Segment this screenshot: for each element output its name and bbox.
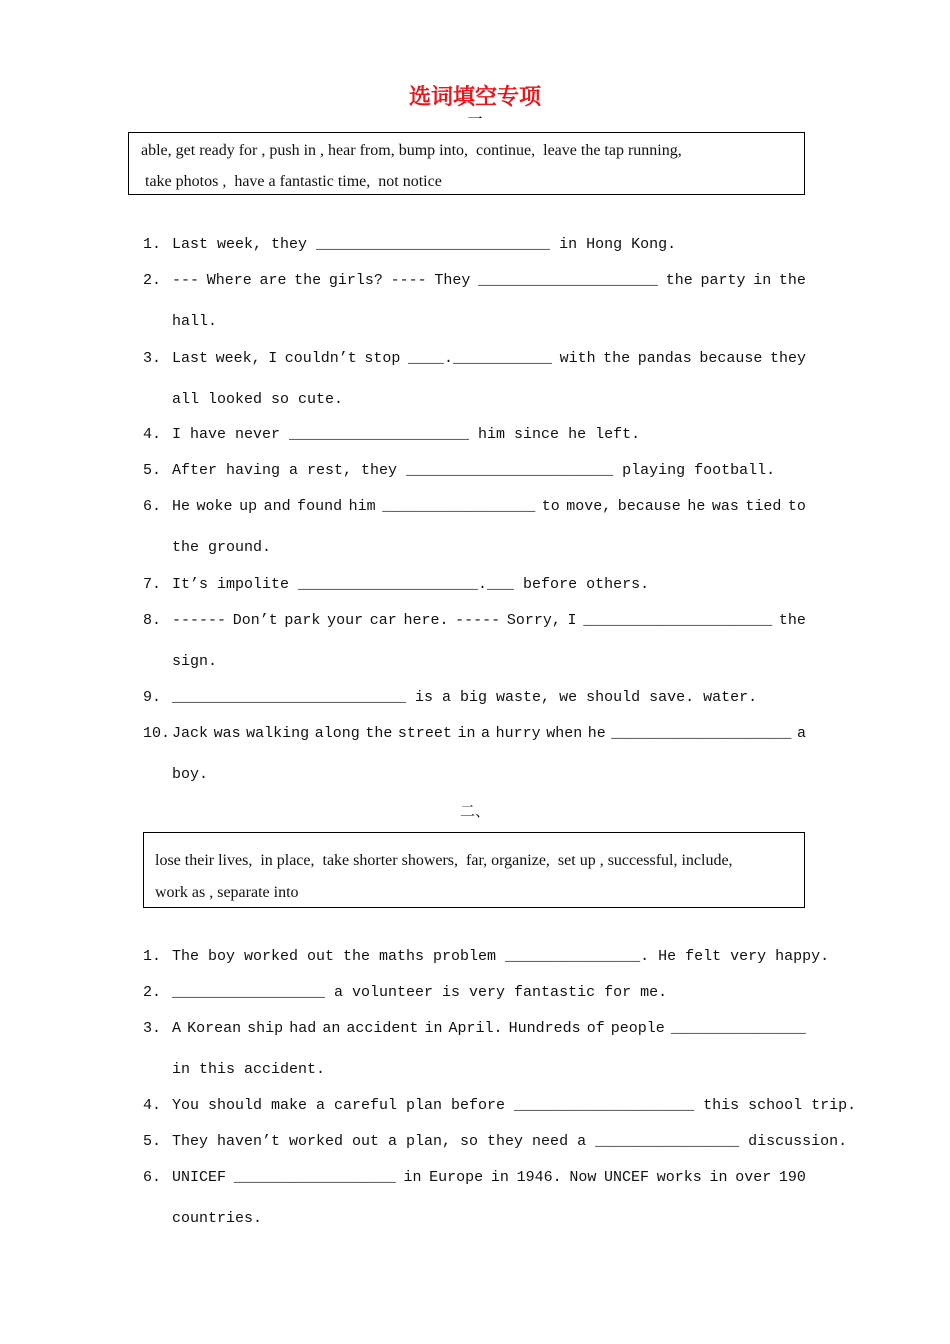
question-text: Jack was walking along the street in a hurry when he ____________________ a bbox=[172, 725, 806, 742]
question-text: _________________ a volunteer is very fantastic for me. bbox=[172, 984, 668, 1001]
question-text: I have never ____________________ him since he left. bbox=[172, 426, 641, 443]
section-2-label: 二、 bbox=[459, 802, 490, 820]
question-number: 2. bbox=[143, 272, 162, 289]
question-text: in this accident. bbox=[172, 1061, 326, 1078]
question-text: --- Where are the girls? ---- They ____________________ the party in the bbox=[172, 272, 806, 289]
question-number: 7. bbox=[143, 576, 162, 593]
question-text: The boy worked out the maths problem _______________. He felt very happy. bbox=[172, 948, 830, 965]
question-text: sign. bbox=[172, 653, 218, 670]
question-number: 4. bbox=[143, 1097, 162, 1114]
question-text: the ground. bbox=[172, 539, 272, 556]
question-number: 6. bbox=[143, 498, 162, 515]
word-bank-2 bbox=[143, 832, 805, 908]
question-number: 9. bbox=[143, 689, 162, 706]
question-number: 8. bbox=[143, 612, 162, 629]
question-text: You should make a careful plan before ____________________ this school trip. bbox=[172, 1097, 857, 1114]
question-number: 5. bbox=[143, 462, 162, 479]
word-bank-2-line-1: lose their lives, in place, take shorter showers, far, organize, set up , successful, include, bbox=[155, 852, 733, 869]
question-text: ------ Don’t park your car here. ----- Sorry, I _____________________ the bbox=[172, 612, 806, 629]
word-bank-1-line-2: take photos , have a fantastic time, not notice bbox=[141, 173, 442, 190]
question-number: 4. bbox=[143, 426, 162, 443]
question-text: boy. bbox=[172, 766, 209, 783]
question-text: Last week, they __________________________ in Hong Kong. bbox=[172, 236, 677, 253]
question-number: 1. bbox=[143, 236, 162, 253]
question-number: 10. bbox=[143, 725, 171, 742]
question-number: 3. bbox=[143, 350, 162, 367]
question-number: 6. bbox=[143, 1169, 162, 1186]
question-number: 3. bbox=[143, 1020, 162, 1037]
question-text: It’s impolite ____________________.___ before others. bbox=[172, 576, 650, 593]
word-bank-2-line-2: work as , separate into bbox=[155, 884, 299, 901]
question-text: countries. bbox=[172, 1210, 263, 1227]
question-text: They haven’t worked out a plan, so they need a ________________ discussion. bbox=[172, 1133, 848, 1150]
question-text: After having a rest, they _______________________ playing football. bbox=[172, 462, 776, 479]
question-number: 1. bbox=[143, 948, 162, 965]
question-text: hall. bbox=[172, 313, 218, 330]
question-text: UNICEF __________________ in Europe in 1946. Now UNCEF works in over 190 bbox=[172, 1169, 806, 1186]
question-number: 5. bbox=[143, 1133, 162, 1150]
question-text: __________________________ is a big waste, we should save. water. bbox=[172, 689, 758, 706]
section-1-label: 一 bbox=[467, 110, 483, 128]
question-text: A Korean ship had an accident in April. Hundreds of people _______________ bbox=[172, 1020, 806, 1037]
word-bank-1-line-1: able, get ready for , push in , hear from, bump into, continue, leave the tap running, bbox=[141, 142, 682, 159]
question-text: Last week, I couldn’t stop ____.___________ with the pandas because they bbox=[172, 350, 806, 367]
question-text: all looked so cute. bbox=[172, 391, 344, 408]
word-bank-1 bbox=[128, 132, 805, 195]
question-text: He woke up and found him _________________ to move, because he was tied to bbox=[172, 498, 806, 515]
page-title: 选词填空专项 bbox=[408, 85, 541, 110]
question-number: 2. bbox=[143, 984, 162, 1001]
